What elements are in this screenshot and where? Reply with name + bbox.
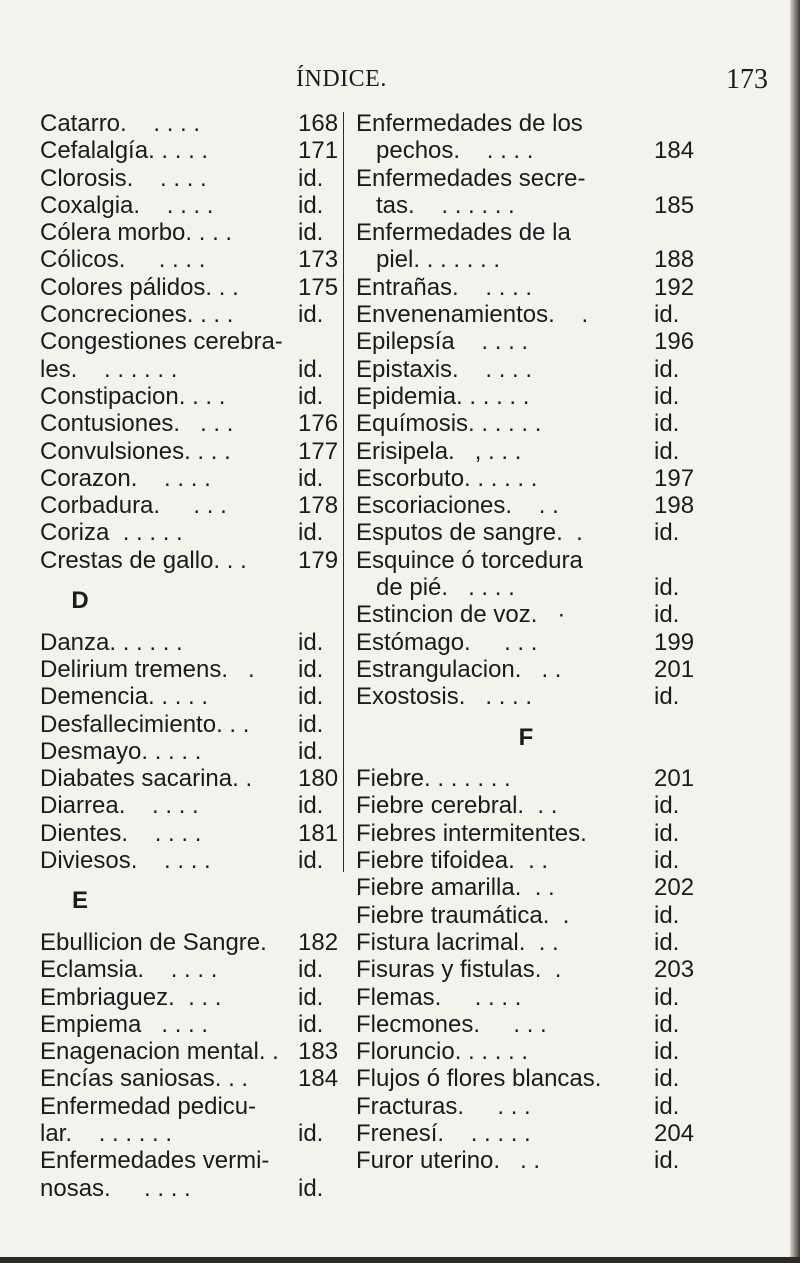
entry-term: Enfermedades secre-	[356, 164, 586, 192]
running-title: ÍNDICE.	[296, 66, 387, 92]
entry-term: Enfermedades vermi-	[40, 1147, 270, 1175]
entry-term: Corazon. . . . .	[40, 464, 211, 492]
index-entry	[356, 301, 756, 328]
entry-page-ref: 204	[654, 1119, 695, 1147]
entry-term: Colores pálidos. . .	[40, 273, 239, 301]
index-entry	[40, 383, 350, 410]
section-letter: F	[518, 723, 534, 751]
entry-page-ref: 201	[654, 655, 695, 683]
entry-page-ref: 202	[654, 874, 695, 902]
index-entry	[356, 1120, 756, 1147]
entry-term: Enagenacion mental. .	[40, 1038, 279, 1066]
entry-term: Cólicos. . . . .	[40, 246, 206, 274]
entry-page-ref: id.	[298, 301, 324, 329]
entry-page-ref: 179	[298, 546, 339, 574]
index-entry	[356, 874, 756, 901]
index-entry	[356, 765, 756, 792]
column-divider	[343, 112, 344, 872]
entry-term: Entrañas. . . . .	[356, 273, 533, 301]
entry-term: Estómago. . . .	[356, 628, 538, 656]
entry-page-ref: id.	[298, 847, 324, 875]
page-number: 173	[726, 64, 768, 95]
index-entry	[356, 629, 756, 656]
index-entry	[40, 738, 350, 765]
entry-term: Clorosis. . . . .	[40, 164, 207, 192]
entry-page-ref: 183	[298, 1038, 339, 1066]
entry-term: Escorbuto. . . . . .	[356, 464, 538, 492]
entry-term: Congestiones cerebra-	[40, 328, 283, 356]
index-entry	[356, 465, 756, 492]
page-bottom-edge	[0, 1257, 800, 1263]
entry-page-ref: id.	[298, 628, 324, 656]
entry-term: Contusiones. . . .	[40, 410, 234, 438]
index-entry	[356, 656, 756, 683]
entry-page-ref: id.	[298, 219, 324, 247]
index-entry	[40, 110, 350, 137]
entry-term: Delirium tremens. .	[40, 655, 255, 683]
index-entry	[356, 902, 756, 929]
entry-page-ref: 203	[654, 956, 695, 984]
entry-term: Diarrea. . . . .	[40, 792, 199, 820]
entry-term: Empiema . . . .	[40, 1010, 209, 1038]
entry-page-ref: 184	[298, 1065, 339, 1093]
index-entry	[40, 356, 350, 383]
entry-page-ref: id.	[298, 683, 324, 711]
entry-page-ref: id.	[298, 164, 324, 192]
index-entry	[40, 984, 350, 1011]
entry-page-ref: id.	[298, 191, 324, 219]
entry-page-ref: id.	[298, 792, 324, 820]
index-entry	[40, 683, 350, 710]
index-entry	[356, 438, 756, 465]
index-entry	[40, 1065, 350, 1092]
index-entry	[356, 137, 756, 164]
entry-page-ref: id.	[654, 301, 680, 329]
index-entry	[40, 410, 350, 437]
entry-page-ref: 185	[654, 191, 695, 219]
index-entry	[40, 492, 350, 519]
index-entry	[356, 547, 756, 574]
entry-term: Flemas. . . . .	[356, 983, 522, 1011]
index-entry	[40, 192, 350, 219]
entry-page-ref: 182	[298, 928, 339, 956]
entry-page-ref: id.	[654, 847, 680, 875]
entry-page-ref: 188	[654, 246, 695, 274]
index-entry	[40, 519, 350, 546]
entry-term: Diviesos. . . . .	[40, 847, 211, 875]
index-entry	[356, 1011, 756, 1038]
entry-term: Desfallecimiento. . .	[40, 710, 250, 738]
entry-term: Floruncio. . . . . .	[356, 1038, 529, 1066]
index-entry	[356, 984, 756, 1011]
entry-term: Flujos ó flores blancas.	[356, 1065, 602, 1093]
index-entry	[356, 274, 756, 301]
index-entry	[356, 1093, 756, 1120]
entry-term: Coxalgia. . . . .	[40, 191, 214, 219]
entry-term: Furor uterino. . .	[356, 1147, 541, 1175]
index-entry	[40, 847, 350, 874]
entry-page-ref: id.	[298, 655, 324, 683]
entry-term: Epistaxis. . . . .	[356, 355, 533, 383]
entry-term: Esquince ó torcedura	[356, 546, 583, 574]
entry-page-ref: id.	[654, 792, 680, 820]
entry-page-ref: 176	[298, 410, 339, 438]
page-edge-shadow	[790, 0, 800, 1263]
index-entry	[40, 820, 350, 847]
entry-page-ref: id.	[654, 1065, 680, 1093]
entry-term: Fiebre tifoidea. . .	[356, 847, 549, 875]
entry-term: tas. . . . . . .	[356, 191, 515, 219]
entry-term: Fiebre cerebral. . .	[356, 792, 558, 820]
entry-term: Estincion de voz. ·	[356, 601, 566, 629]
index-entry	[40, 956, 350, 983]
entry-page-ref: 175	[298, 273, 339, 301]
entry-page-ref: id.	[298, 710, 324, 738]
index-entry	[40, 328, 350, 355]
entry-page-ref: id.	[298, 1174, 324, 1202]
entry-page-ref: 178	[298, 492, 339, 520]
entry-page-ref: id.	[654, 901, 680, 929]
entry-page-ref: id.	[654, 437, 680, 465]
index-column-left	[40, 110, 350, 1202]
entry-term: Epilepsía . . . .	[356, 328, 529, 356]
entry-term: Fiebres intermitentes.	[356, 819, 587, 847]
entry-term: Concreciones. . . .	[40, 301, 234, 329]
index-entry	[356, 847, 756, 874]
entry-page-ref: id.	[654, 928, 680, 956]
entry-page-ref: id.	[298, 382, 324, 410]
index-entry	[356, 1065, 756, 1092]
entry-term: Corbadura. . . .	[40, 492, 227, 520]
section-letter: D	[71, 587, 89, 615]
entry-page-ref: id.	[654, 1147, 680, 1175]
entry-term: Embriaguez. . . .	[40, 983, 222, 1011]
entry-page-ref: 192	[654, 273, 695, 301]
entry-term: Encías saniosas. . .	[40, 1065, 249, 1093]
entry-page-ref: id.	[298, 983, 324, 1011]
index-entry	[40, 656, 350, 683]
entry-term: les. . . . . . .	[40, 355, 178, 383]
entry-term: Enfermedad pedicu-	[40, 1092, 257, 1120]
entry-page-ref: id.	[654, 574, 680, 602]
entry-term: Cólera morbo. . . .	[40, 219, 233, 247]
entry-page-ref: 181	[298, 819, 339, 847]
index-entry	[40, 711, 350, 738]
index-entry	[356, 1147, 756, 1174]
entry-page-ref: 198	[654, 492, 695, 520]
index-entry	[40, 246, 350, 273]
index-entry	[40, 274, 350, 301]
entry-page-ref: id.	[298, 464, 324, 492]
index-entry	[356, 792, 756, 819]
entry-page-ref: id.	[654, 983, 680, 1011]
entry-term: Envenenamientos. .	[356, 301, 589, 329]
index-entry	[356, 929, 756, 956]
entry-term: Cefalalgía. . . . .	[40, 137, 209, 165]
entry-term: Danza. . . . . .	[40, 628, 183, 656]
entry-page-ref: id.	[298, 1010, 324, 1038]
index-entry	[356, 246, 756, 273]
page-header	[0, 66, 800, 106]
entry-term: Fiebre traumática. .	[356, 901, 570, 929]
entry-page-ref: 173	[298, 246, 339, 274]
entry-term: Eclamsia. . . . .	[40, 956, 218, 984]
entry-term: Fistura lacrimal. . .	[356, 928, 559, 956]
index-entry	[40, 438, 350, 465]
entry-page-ref: id.	[298, 519, 324, 547]
entry-page-ref: 177	[298, 437, 339, 465]
index-entry	[40, 1120, 350, 1147]
section-letter: E	[71, 887, 88, 915]
index-entry	[40, 465, 350, 492]
index-entry	[40, 547, 350, 574]
entry-page-ref: 201	[654, 765, 695, 793]
entry-page-ref: id.	[298, 737, 324, 765]
index-entry	[40, 929, 350, 956]
entry-term: Dientes. . . . .	[40, 819, 202, 847]
index-entry	[356, 192, 756, 219]
entry-page-ref: id.	[654, 683, 680, 711]
entry-term: Frenesí. . . . . .	[356, 1119, 531, 1147]
entry-term: Erisipela. , . . .	[356, 437, 522, 465]
entry-page-ref: id.	[654, 355, 680, 383]
index-entry	[40, 1093, 350, 1120]
entry-term: Fisuras y fistulas. .	[356, 956, 562, 984]
entry-page-ref: 197	[654, 464, 695, 492]
entry-page-ref: id.	[654, 1092, 680, 1120]
index-entry	[40, 1175, 350, 1202]
index-entry	[356, 820, 756, 847]
entry-page-ref: 180	[298, 765, 339, 793]
entry-term: Estrangulacion. . .	[356, 655, 562, 683]
index-entry	[40, 1038, 350, 1065]
entry-term: Constipacion. . . .	[40, 382, 226, 410]
entry-term: Demencia. . . . .	[40, 683, 209, 711]
entry-page-ref: id.	[654, 519, 680, 547]
index-entry	[40, 792, 350, 819]
entry-term: Exostosis. . . . .	[356, 683, 533, 711]
entry-term: Enfermedades de la	[356, 219, 571, 247]
index-entry	[356, 219, 756, 246]
index-entry	[40, 1011, 350, 1038]
entry-page-ref: id.	[298, 355, 324, 383]
entry-term: Escoriaciones. . .	[356, 492, 559, 520]
entry-term: Fiebre amarilla. . .	[356, 874, 555, 902]
entry-page-ref: id.	[654, 1038, 680, 1066]
entry-page-ref: 171	[298, 137, 339, 165]
entry-term: Crestas de gallo. . .	[40, 546, 247, 574]
entry-term: Fracturas. . . .	[356, 1092, 531, 1120]
index-entry	[356, 328, 756, 355]
entry-term: Equímosis. . . . . .	[356, 410, 542, 438]
entry-term: Esputos de sangre. .	[356, 519, 583, 547]
index-column-right	[356, 110, 756, 1175]
index-entry	[40, 629, 350, 656]
entry-page-ref: 184	[654, 137, 695, 165]
entry-term: piel. . . . . . .	[356, 246, 501, 274]
index-entry	[356, 165, 756, 192]
entry-page-ref: id.	[298, 1119, 324, 1147]
entry-page-ref: id.	[298, 956, 324, 984]
entry-term: Catarro. . . . .	[40, 110, 201, 137]
index-entry	[40, 219, 350, 246]
entry-term: Ebullicion de Sangre.	[40, 928, 267, 956]
entry-term: pechos. . . . .	[356, 137, 534, 165]
entry-term: Fiebre. . . . . . .	[356, 765, 511, 793]
entry-page-ref: 168	[298, 110, 339, 137]
index-entry	[356, 519, 756, 546]
index-entry	[356, 574, 756, 601]
entry-term: Convulsiones. . . .	[40, 437, 231, 465]
entry-page-ref: id.	[654, 819, 680, 847]
index-entry	[40, 137, 350, 164]
index-entry	[356, 601, 756, 628]
index-entry	[356, 492, 756, 519]
index-entry	[356, 683, 756, 710]
index-entry	[40, 1147, 350, 1174]
index-entry	[356, 410, 756, 437]
entry-term: Coriza . . . . .	[40, 519, 183, 547]
index-entry	[40, 301, 350, 328]
index-entry	[356, 383, 756, 410]
index-entry	[356, 110, 756, 137]
entry-term: Enfermedades de los	[356, 110, 583, 137]
entry-term: Desmayo. . . . .	[40, 737, 202, 765]
entry-term: Diabates sacarina. .	[40, 765, 253, 793]
index-entry	[356, 956, 756, 983]
entry-term: de pié. . . . .	[356, 574, 515, 602]
entry-term: nosas. . . . .	[40, 1174, 191, 1202]
index-entry	[356, 356, 756, 383]
entry-page-ref: id.	[654, 410, 680, 438]
index-entry	[40, 165, 350, 192]
entry-page-ref: id.	[654, 601, 680, 629]
entry-term: lar. . . . . . .	[40, 1119, 173, 1147]
entry-page-ref: id.	[654, 382, 680, 410]
entry-page-ref: 199	[654, 628, 695, 656]
entry-term: Flecmones. . . .	[356, 1010, 547, 1038]
index-entry	[40, 765, 350, 792]
entry-term: Epidemia. . . . . .	[356, 382, 530, 410]
entry-page-ref: id.	[654, 1010, 680, 1038]
entry-page-ref: 196	[654, 328, 695, 356]
index-entry	[356, 1038, 756, 1065]
